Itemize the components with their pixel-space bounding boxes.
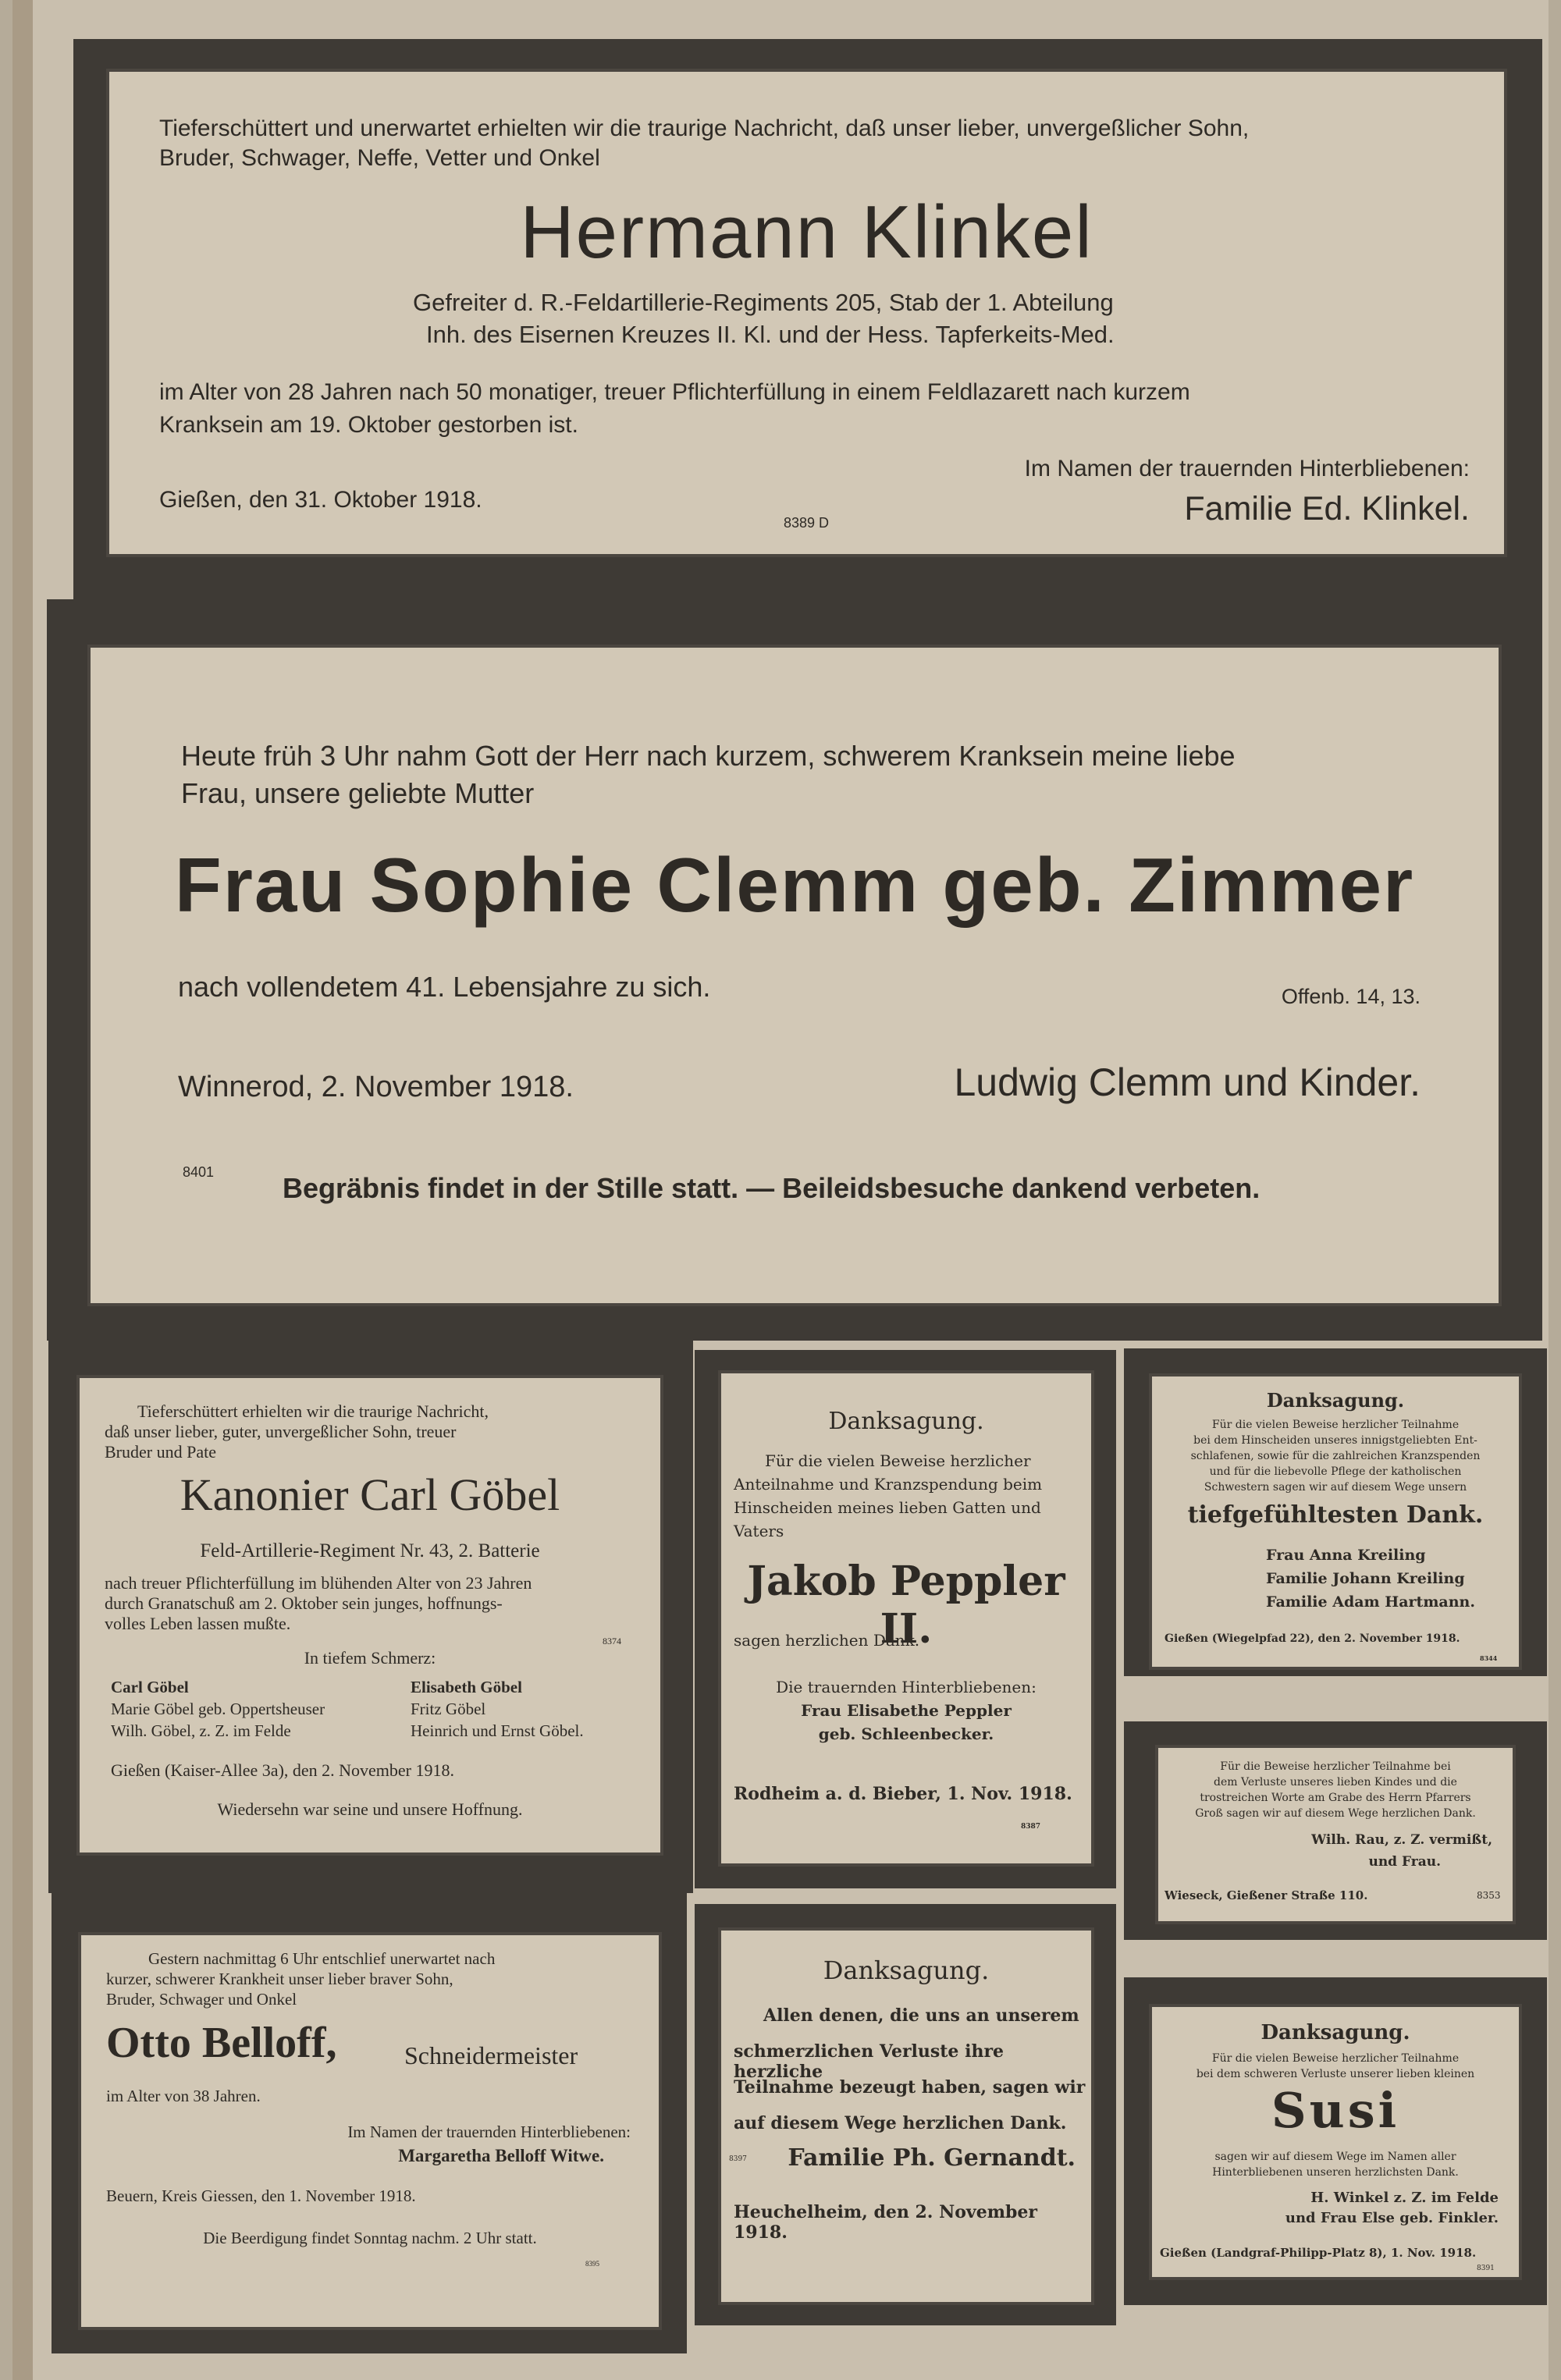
heading: Danksagung. xyxy=(1261,2021,1410,2044)
thanks-line: sagen herzlichen Dank. xyxy=(734,1631,920,1650)
body-line-1: Für die Beweise herzlicher Teilnahme bei xyxy=(1220,1760,1451,1773)
intro-line-3: Bruder, Schwager und Onkel xyxy=(106,1990,297,2009)
ad-code: 8344 xyxy=(1480,1654,1498,1662)
place-date: Winnerod, 2. November 1918. xyxy=(178,1071,574,1103)
place-date: Gießen (Wiegelpfad 22), den 2. November 1918. xyxy=(1165,1632,1460,1645)
intro-line-1: Gestern nachmittag 6 Uhr entschlief unerwartet nach xyxy=(148,1949,496,1968)
child-name: Susi xyxy=(1271,2082,1400,2139)
heading: Danksagung. xyxy=(1266,1389,1405,1412)
relative-right-3: Heinrich und Ernst Göbel. xyxy=(411,1721,584,1740)
obituary-goebel xyxy=(76,1375,663,1856)
signature-2: und Frau Else geb. Finkler. xyxy=(1285,2210,1499,2226)
grief-heading: In tiefem Schmerz: xyxy=(304,1648,436,1668)
obituary-klinkel xyxy=(106,69,1507,557)
address: Offenb. 14, 13. xyxy=(1281,985,1421,1008)
thanks-gernandt xyxy=(718,1927,1094,2305)
intro-line-2: Bruder, Schwager, Neffe, Vetter und Onkel xyxy=(159,145,600,171)
body-line-4: und für die liebevolle Pflege der katholischen xyxy=(1209,1465,1462,1478)
intro-line-1: Tieferschüttert und unerwartet erhielten wir die traurige Nachricht, daß unser lieber, unvergeßlicher Sohn, xyxy=(159,115,1250,141)
place-date: Gießen, den 31. Oktober 1918. xyxy=(159,487,482,513)
body-line-3: volles Leben lassen mußte. xyxy=(105,1614,291,1633)
body-line-4: Vaters xyxy=(734,1522,784,1540)
signature-2: Familie Johann Kreiling xyxy=(1266,1570,1465,1587)
relative-right-1: Elisabeth Göbel xyxy=(411,1678,522,1696)
place: Wieseck, Gießener Straße 110. xyxy=(1165,1888,1368,1902)
ad-code: 8389 D xyxy=(784,515,830,531)
body-line-2: Anteilnahme und Kranzspendung beim xyxy=(734,1475,1043,1494)
body-line-3: schlafenen, sowie für die zahlreichen Kranzspenden xyxy=(1190,1450,1481,1462)
ad-code: 8387 xyxy=(1021,1823,1041,1831)
place-date: Heuchelheim, den 2. November 1918. xyxy=(734,2202,1037,2243)
body-line-4: Hinterbliebenen unseren herzlichsten Dank. xyxy=(1212,2166,1459,2179)
signoff: Im Namen der trauernden Hinterbliebenen: xyxy=(347,2122,631,2141)
page-left-margin xyxy=(12,0,33,2380)
deceased-name: Otto Belloff, xyxy=(106,2019,337,2067)
intro-line-2: kurzer, schwerer Krankheit unser lieber braver Sohn, xyxy=(106,1970,453,1988)
burial-note: Die Beerdigung findet Sonntag nachm. 2 Uhr statt. xyxy=(203,2229,537,2247)
burial-note: Begräbnis findet in der Stille statt. — Beileidsbesuche dankend verbeten. xyxy=(283,1172,1261,1204)
widow-name: Margaretha Belloff Witwe. xyxy=(398,2146,604,2165)
body-line-1: nach treuer Pflichterfüllung im blühenden Alter von 23 Jahren xyxy=(105,1573,532,1593)
thanks-line: tiefgefühltesten Dank. xyxy=(1187,1501,1484,1529)
ad-code: 8391 xyxy=(1477,2265,1495,2272)
body-line-3: Hinscheiden meines lieben Gatten und xyxy=(734,1498,1041,1517)
age-line: im Alter von 38 Jahren. xyxy=(106,2087,261,2105)
intro-line-1: Heute früh 3 Uhr nahm Gott der Herr nach kurzem, schwerem Kranksein meine liebe xyxy=(181,740,1236,772)
body-line-3: trostreichen Worte am Grabe des Herrn Pfarrers xyxy=(1200,1792,1471,1804)
signature-2: und Frau. xyxy=(1368,1854,1441,1870)
deceased-name: Kanonier Carl Göbel xyxy=(180,1469,560,1520)
body-line-3: Teilnahme bezeugt haben, sagen wir xyxy=(734,2077,1086,2098)
unit: Feld-Artillerie-Regiment Nr. 43, 2. Batterie xyxy=(200,1540,540,1561)
relative-left-2: Marie Göbel geb. Oppertsheuser xyxy=(111,1700,325,1718)
deceased-name: Jakob Peppler II. xyxy=(747,1558,1065,1653)
thanks-rau xyxy=(1155,1745,1516,1924)
deceased-name: Frau Sophie Clemm geb. Zimmer xyxy=(174,842,1415,928)
relative-right-2: Fritz Göbel xyxy=(411,1700,486,1718)
body-line-1: Für die vielen Beweise herzlicher xyxy=(765,1451,1031,1470)
thanks-kreiling xyxy=(1149,1373,1522,1670)
body-line-2: Kranksein am 19. Oktober gestorben ist. xyxy=(159,412,578,438)
body-line-1: im Alter von 28 Jahren nach 50 monatiger, treuer Pflichterfüllung in einem Feldlazarett nach kurzem xyxy=(159,379,1190,405)
intro-line-3: Bruder und Pate xyxy=(105,1442,216,1462)
ad-code: 8401 xyxy=(183,1164,215,1180)
heading: Danksagung. xyxy=(823,1956,990,1985)
family-signature: Familie Ph. Gernandt. xyxy=(788,2144,1076,2172)
deceased-name: Hermann Klinkel xyxy=(520,190,1093,274)
body-line-2: schmerzlichen Verluste ihre herzliche xyxy=(734,2041,1005,2082)
newspaper-page xyxy=(12,0,1549,2380)
trade: Schneidermeister xyxy=(404,2041,578,2069)
widow-name: Frau Elisabethe Peppler xyxy=(801,1701,1012,1720)
place-date: Gießen (Landgraf-Philipp-Platz 8), 1. Nov. 1918. xyxy=(1160,2246,1477,2260)
signoff: Im Namen der trauernden Hinterbliebenen: xyxy=(1024,456,1470,481)
intro-line-1: Tieferschüttert erhielten wir die traurige Nachricht, xyxy=(137,1401,489,1421)
intro-line-2: Frau, unsere geliebte Mutter xyxy=(181,777,535,809)
widow-born: geb. Schleenbecker. xyxy=(818,1725,994,1743)
place-date: Rodheim a. d. Bieber, 1. Nov. 1918. xyxy=(734,1784,1072,1804)
family-signature: Familie Ed. Klinkel. xyxy=(1184,490,1470,528)
signature-1: Wilh. Rau, z. Z. vermißt, xyxy=(1311,1832,1492,1848)
ad-code: 8374 xyxy=(603,1636,621,1646)
ad-code: 8353 xyxy=(1477,1890,1501,1901)
body-line-4: auf diesem Wege herzlichen Dank. xyxy=(734,2113,1067,2133)
thanks-peppler xyxy=(718,1370,1094,1867)
rank-line-1: Gefreiter d. R.-Feldartillerie-Regiments 205, Stab der 1. Abteilung xyxy=(413,289,1114,316)
age-line: nach vollendetem 41. Lebensjahre zu sich. xyxy=(178,971,711,1003)
rank-line-2: Inh. des Eisernen Kreuzes II. Kl. und der Hess. Tapferkeits-Med. xyxy=(426,321,1115,348)
family-signature: Ludwig Clemm und Kinder. xyxy=(954,1060,1421,1104)
intro-line-2: daß unser lieber, guter, unvergeßlicher Sohn, treuer xyxy=(105,1422,457,1441)
body-line-2: bei dem Hinscheiden unseres innigstgeliebten Ent- xyxy=(1193,1434,1477,1447)
ad-code: 8395 xyxy=(585,2260,599,2268)
body-line-3: sagen wir auf diesem Wege im Namen aller xyxy=(1214,2151,1456,2163)
signature-1: H. Winkel z. Z. im Felde xyxy=(1310,2190,1499,2206)
body-line-1: Für die vielen Beweise herzlicher Teilnahme xyxy=(1211,2052,1460,2065)
heading: Danksagung. xyxy=(828,1408,984,1435)
signature-1: Frau Anna Kreiling xyxy=(1266,1547,1426,1564)
obituary-clemm xyxy=(87,645,1502,1306)
body-line-1: Für die vielen Beweise herzlicher Teilnahme xyxy=(1211,1419,1460,1431)
signature-3: Familie Adam Hartmann. xyxy=(1266,1593,1475,1611)
place-date: Gießen (Kaiser-Allee 3a), den 2. November 1918. xyxy=(111,1760,455,1780)
relative-left-3: Wilh. Göbel, z. Z. im Felde xyxy=(111,1721,291,1740)
obituary-belloff xyxy=(78,1932,662,2330)
thanks-susi xyxy=(1149,2004,1522,2280)
signoff: Die trauernden Hinterbliebenen: xyxy=(776,1678,1037,1696)
body-line-1: Allen denen, die uns an unserem xyxy=(763,2005,1079,2026)
place-date: Beuern, Kreis Giessen, den 1. November 1918. xyxy=(106,2186,416,2205)
hope-note: Wiedersehn war seine und unsere Hoffnung. xyxy=(217,1799,523,1819)
body-line-4: Groß sagen wir auf diesem Wege herzlichen Dank. xyxy=(1195,1807,1476,1820)
body-line-2: durch Granatschuß am 2. Oktober sein junges, hoffnungs- xyxy=(105,1593,503,1613)
body-line-2: dem Verluste unseres lieben Kindes und die xyxy=(1214,1776,1457,1789)
body-line-5: Schwestern sagen wir auf diesem Wege unsern xyxy=(1204,1481,1467,1494)
ad-code: 8397 xyxy=(729,2155,747,2163)
body-line-2: bei dem schweren Verluste unserer lieben kleinen xyxy=(1196,2068,1475,2080)
relative-left-1: Carl Göbel xyxy=(111,1678,189,1696)
